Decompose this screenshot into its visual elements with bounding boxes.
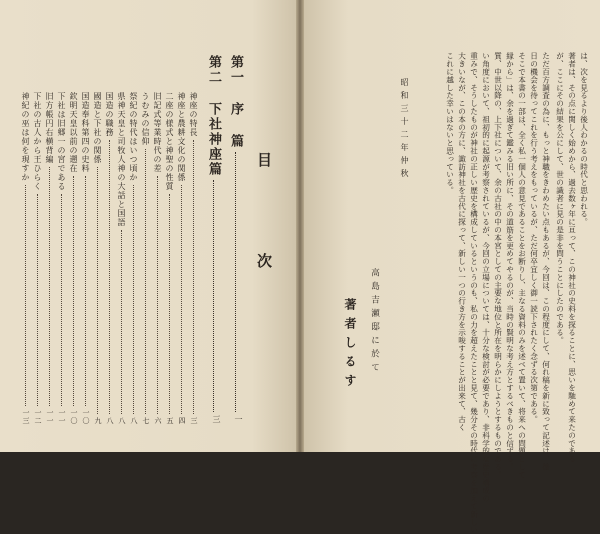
- toc-entry-label: 下社の古人から王ひらく: [33, 92, 42, 191]
- toc-entry[interactable]: [45, 92, 53, 425]
- toc-page-number: 八: [118, 417, 126, 425]
- preface-line: 大きいなが、この本の方に、諏訪神社を古代に探って、新しい一つの行き方を示唆することが出来て、古く: [457, 52, 467, 432]
- toc-leader: [93, 167, 98, 414]
- toc-entry-label: 祭紀の特代はいつ頃か: [129, 92, 138, 182]
- toc-entry[interactable]: [117, 92, 125, 425]
- toc-leader: [189, 140, 194, 414]
- toc-entry-label: 国造奉科第四の史料: [81, 92, 90, 173]
- toc-entry-label: 県神天皇と司牧人神の大話と国語: [117, 92, 126, 227]
- toc-entry-label: 神座と農耕文化の関係: [177, 92, 186, 182]
- toc-leader: [141, 149, 146, 414]
- preface-line: そこで本書の一部は、全く私一個人の意見であることをお断りし、主なる資料のみを述べて置いて、将来への問題として: [517, 52, 527, 479]
- preface-line: 著者は、その点に関しく始めから、過去数ヶ年に亘って、この神社の史料を探ることに、思いを馳めて来たのである: [567, 52, 577, 463]
- toc-leader: [105, 140, 110, 414]
- preface-page: [304, 0, 600, 534]
- toc-entry[interactable]: [81, 92, 89, 425]
- toc-leader: [129, 185, 134, 414]
- toc-entry-label: 國造と下社の関係: [93, 92, 102, 164]
- toc-entry[interactable]: [93, 92, 101, 425]
- toc-page-number: 一〇: [70, 409, 78, 425]
- preface-line: 質、中世以降の、上下社について、余の古社の中の本宮としての主要な地位と所在を明らかにしようとするものである。: [493, 52, 503, 479]
- toc-leader: [21, 185, 26, 406]
- toc-page-number: 一一: [46, 409, 54, 425]
- toc-leader: [153, 176, 158, 414]
- toc-page-number: 一一: [58, 409, 66, 425]
- contents-page: [0, 0, 296, 452]
- contents-title: 目 次: [255, 152, 273, 302]
- book-gutter: [296, 0, 304, 452]
- toc-entry-label: 国造の職務: [105, 92, 114, 137]
- toc-leader: [165, 194, 170, 414]
- preface-line: 縁から」は、余を過ぎて鑑みる旧い所に、その道筋を更めてやるのが、当時の賢明な考え方とするべきものと信ずる。: [505, 52, 515, 471]
- toc-leader: [69, 176, 74, 406]
- preface-line: が、ここにその結果を公にして、世の識者に見の是非を問うことにしたのである。: [555, 52, 565, 345]
- toc-entry[interactable]: [57, 92, 65, 425]
- toc-entry-label: 下社は旧郷一の宮である: [57, 92, 66, 191]
- toc-leader: [81, 176, 86, 406]
- toc-page-number: 九: [94, 417, 102, 425]
- toc-entry-label: 欽明天皇以前の遡在: [69, 92, 78, 173]
- toc-leader: [117, 230, 122, 414]
- preface-date: 昭和三十二年仲秋: [400, 78, 409, 182]
- toc-page-number: 八: [106, 417, 114, 425]
- toc-page-number: 一三: [22, 409, 30, 425]
- toc-entry-label: うむみの信仰: [141, 92, 150, 146]
- toc-entry[interactable]: [153, 92, 161, 425]
- toc-leader: [207, 180, 214, 412]
- toc-page-number: 一〇: [82, 409, 90, 425]
- toc-entry[interactable]: [21, 92, 29, 425]
- toc-leader: [177, 185, 182, 414]
- toc-entry[interactable]: [141, 92, 149, 425]
- toc-entry-label: 神座の特長: [189, 92, 198, 137]
- toc-leader: [57, 194, 62, 406]
- toc-entry[interactable]: [33, 92, 41, 425]
- toc-entry-label: 二座の様式と神聖の性質: [165, 92, 174, 191]
- toc-entry-label: 旧方帳円右横背編: [45, 92, 54, 164]
- toc-page-number: 五: [166, 417, 174, 425]
- toc-entry[interactable]: [69, 92, 77, 425]
- toc-page-number: 一: [234, 415, 243, 425]
- toc-part-1[interactable]: [229, 55, 242, 425]
- toc-part-label: 第二 下社神座篇: [206, 55, 221, 177]
- toc-entry-label: 旧記式等業時代の差: [153, 92, 162, 173]
- toc-part-label: 第一 序 篇: [228, 55, 243, 149]
- toc-entry[interactable]: [189, 92, 197, 425]
- preface-line: 日の機会を待ってこれを行う考えをもっているが、ただ何卒宜しく御一読下されたく念ずる次第である。: [529, 52, 539, 424]
- preface-line: これに越した幸いはないと思っている。: [445, 52, 455, 195]
- toc-page-number: 三: [190, 417, 198, 425]
- toc-entry-label: 神紀の巫は何を現すか: [21, 92, 30, 182]
- toc-page-number: 四: [178, 417, 186, 425]
- preface-line: い角度において、祖初的に起源が考察されているが、今回の立場については、十分な検討が必要であり、非科学的な歴史構成の: [481, 52, 491, 503]
- toc-part-2[interactable]: [207, 55, 220, 425]
- toc-leader: [229, 152, 236, 412]
- toc-page-number: 一二: [34, 409, 42, 425]
- toc-entry[interactable]: [129, 92, 137, 425]
- preface-place: 高島吉瀬邸に於て: [369, 268, 380, 376]
- toc-leader: [33, 194, 38, 406]
- toc-entry[interactable]: [177, 92, 185, 425]
- preface-line: は、次を見るより後人わかるの時代と思われる。: [579, 52, 589, 226]
- preface-line: 重みで、そうしたものが神社の正しい歴史を構成しているというのも、私の力を超えたことと見て、幾分その時代に考察を加えて新しい: [469, 52, 479, 534]
- preface-author: 著者しるす: [343, 298, 357, 393]
- toc-entry[interactable]: [105, 92, 113, 425]
- toc-page-number: 六: [154, 417, 162, 425]
- toc-leader: [45, 167, 50, 406]
- toc-page-number: 八: [130, 417, 138, 425]
- preface-line: ただ百方調査の為に、もっと神職をきわめたい点もあるが、今回は、この程度にして、何れ稿を新に致って記述は、後: [541, 52, 551, 471]
- toc-page-number: 三: [212, 415, 221, 425]
- toc-entry[interactable]: [165, 92, 173, 425]
- toc-page-number: 七: [142, 417, 150, 425]
